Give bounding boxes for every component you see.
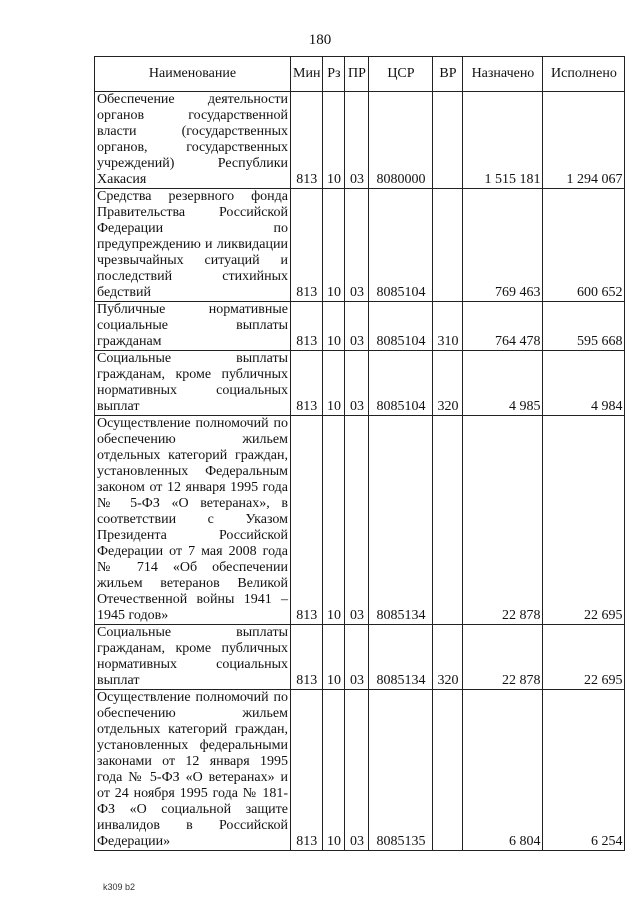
table-row	[95, 416, 625, 625]
row-executed: 1 294 067	[543, 92, 625, 189]
row-name: Средства резервного фонда Правительства Российской Федерации по предупреждению и ликвидации чрезвычайных ситуаций и последствий стихийных бедствий	[95, 189, 291, 302]
row-pr: 03	[345, 416, 369, 625]
row-vr	[433, 92, 463, 189]
header-name: Наименование	[95, 57, 291, 92]
budget-table	[94, 56, 625, 851]
row-csr: 8085134	[369, 625, 433, 690]
header-min: Мин	[291, 57, 323, 92]
row-executed: 22 695	[543, 416, 625, 625]
header-vr: ВР	[433, 57, 463, 92]
row-csr: 8085134	[369, 416, 433, 625]
row-name: Социальные выплаты гражданам, кроме публичных нормативных социальных выплат	[95, 625, 291, 690]
row-name: Осуществление полномочий по обеспечению жильем отдельных категорий граждан, установленных федеральными законами от 12 января 1995 года № 5-ФЗ «О ветеранах» и от 24 ноября 1995 года № 181-ФЗ «О социальной защите инвалидов в Российской Федерации»	[95, 690, 291, 851]
row-min: 813	[291, 416, 323, 625]
row-rz: 10	[323, 625, 345, 690]
row-min: 813	[291, 92, 323, 189]
header-pr: ПР	[345, 57, 369, 92]
row-vr: 320	[433, 351, 463, 416]
header-csr: ЦСР	[369, 57, 433, 92]
row-executed: 595 668	[543, 302, 625, 351]
row-vr: 320	[433, 625, 463, 690]
row-vr	[433, 189, 463, 302]
row-min: 813	[291, 189, 323, 302]
table-row	[95, 189, 625, 302]
row-pr: 03	[345, 690, 369, 851]
row-pr: 03	[345, 302, 369, 351]
row-assigned: 4 985	[463, 351, 543, 416]
row-name: Социальные выплаты гражданам, кроме публичных нормативных социальных выплат	[95, 351, 291, 416]
header-row	[95, 57, 625, 92]
row-pr: 03	[345, 351, 369, 416]
row-vr	[433, 416, 463, 625]
row-vr	[433, 690, 463, 851]
row-pr: 03	[345, 189, 369, 302]
row-assigned: 6 804	[463, 690, 543, 851]
row-rz: 10	[323, 351, 345, 416]
row-name: Осуществление полномочий по обеспечению жильем отдельных категорий граждан, установленных Федеральным законом от 12 января 1995 года № 5-ФЗ «О ветеранах», в соответствии с Указом Президента Российской Федерации от 7 мая 2008 года № 714 «Об обеспечении жильем ветеранов Великой Отечественной войны 1941 – 1945 годов»	[95, 416, 291, 625]
row-name: Обеспечение деятельности органов государственной власти (государственных органов, государственных учреждений) Республики Хакасия	[95, 92, 291, 189]
row-rz: 10	[323, 189, 345, 302]
table-row	[95, 302, 625, 351]
row-min: 813	[291, 302, 323, 351]
row-executed: 600 652	[543, 189, 625, 302]
row-assigned: 1 515 181	[463, 92, 543, 189]
row-min: 813	[291, 625, 323, 690]
row-pr: 03	[345, 625, 369, 690]
document-code: k309 b2	[103, 882, 136, 892]
row-rz: 10	[323, 416, 345, 625]
row-rz: 10	[323, 92, 345, 189]
row-vr: 310	[433, 302, 463, 351]
row-csr: 8085104	[369, 189, 433, 302]
row-executed: 4 984	[543, 351, 625, 416]
page-number: 180	[308, 32, 332, 48]
row-name: Публичные нормативные социальные выплаты гражданам	[95, 302, 291, 351]
header-assigned: Назначено	[463, 57, 543, 92]
row-csr: 8080000	[369, 92, 433, 189]
row-pr: 03	[345, 92, 369, 189]
row-csr: 8085104	[369, 351, 433, 416]
row-assigned: 769 463	[463, 189, 543, 302]
row-assigned: 22 878	[463, 625, 543, 690]
row-csr: 8085135	[369, 690, 433, 851]
row-executed: 6 254	[543, 690, 625, 851]
row-min: 813	[291, 690, 323, 851]
row-assigned: 22 878	[463, 416, 543, 625]
table-row	[95, 690, 625, 851]
row-csr: 8085104	[369, 302, 433, 351]
table-row	[95, 625, 625, 690]
table-row	[95, 351, 625, 416]
table-row	[95, 92, 625, 189]
row-assigned: 764 478	[463, 302, 543, 351]
row-rz: 10	[323, 302, 345, 351]
header-executed: Исполнено	[543, 57, 625, 92]
row-executed: 22 695	[543, 625, 625, 690]
row-rz: 10	[323, 690, 345, 851]
row-min: 813	[291, 351, 323, 416]
header-rz: Рз	[323, 57, 345, 92]
